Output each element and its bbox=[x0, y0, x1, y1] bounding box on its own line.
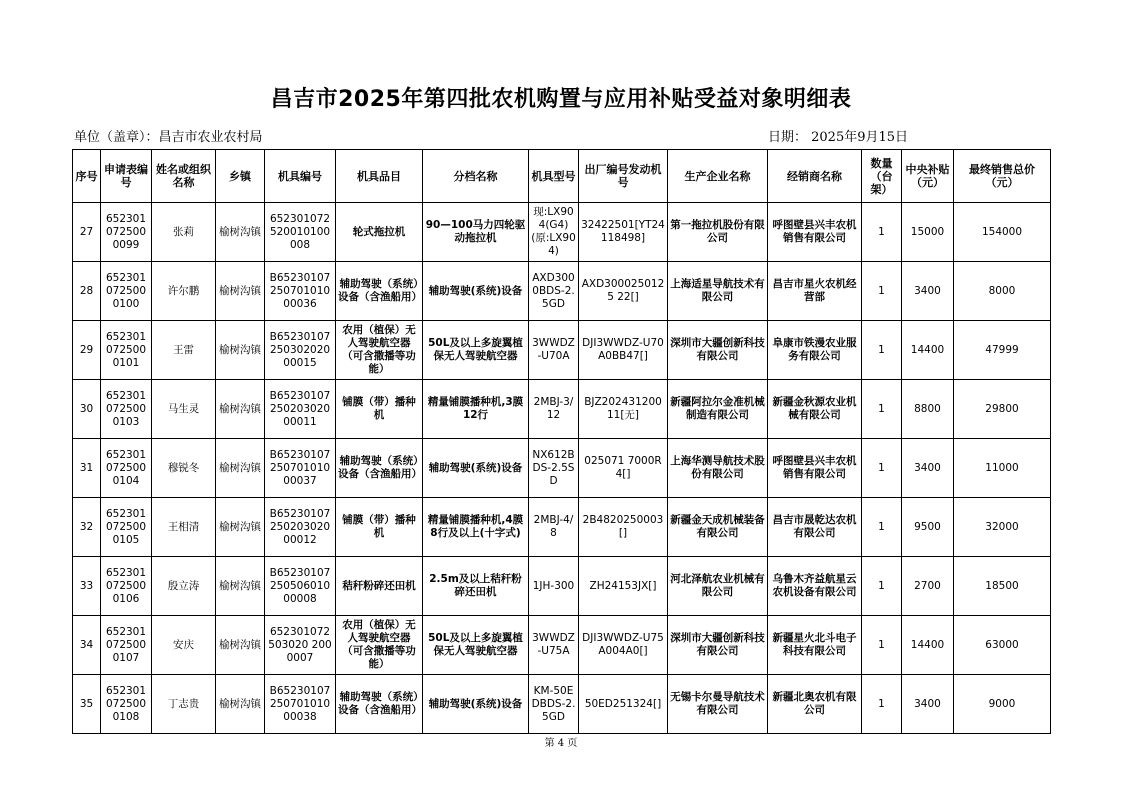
table-row bbox=[73, 380, 1051, 439]
table-cell: BJZ20243120011[无] bbox=[579, 380, 668, 439]
table-cell: 呼图壁县兴丰农机销售有限公司 bbox=[768, 203, 862, 262]
table-cell: 50ED251324[] bbox=[579, 675, 668, 734]
table-cell: 辅助驾驶(系统)设备 bbox=[423, 439, 529, 498]
table-cell: 6523010725000100 bbox=[101, 262, 152, 321]
table-cell: 32000 bbox=[954, 498, 1051, 557]
table-cell: 15000 bbox=[902, 203, 954, 262]
table-cell: 6523010725000103 bbox=[101, 380, 152, 439]
table-cell: 1 bbox=[862, 203, 902, 262]
table-cell: 马生灵 bbox=[152, 380, 216, 439]
table-cell: 王相清 bbox=[152, 498, 216, 557]
table-cell: 1 bbox=[862, 675, 902, 734]
table-cell: 新疆金秋源农业机械有限公司 bbox=[768, 380, 862, 439]
table-cell: 乌鲁木齐益航星云农机设备有限公司 bbox=[768, 557, 862, 616]
table-cell: 025071 7000R4[] bbox=[579, 439, 668, 498]
table-cell: 3400 bbox=[902, 675, 954, 734]
table-cell: 精量铺膜播种机,3膜12行 bbox=[423, 380, 529, 439]
page-number: 第 4 页 bbox=[544, 738, 578, 749]
table-cell: 28 bbox=[73, 262, 101, 321]
table-cell: 8800 bbox=[902, 380, 954, 439]
table-cell: B6523010725070101000038 bbox=[265, 675, 336, 734]
table-cell: 榆树沟镇 bbox=[216, 321, 265, 380]
table-cell: 穆锐冬 bbox=[152, 439, 216, 498]
header-cell: 数量（台架） bbox=[862, 150, 902, 203]
table-cell: 47999 bbox=[954, 321, 1051, 380]
table-cell: 安庆 bbox=[152, 616, 216, 675]
table-cell: 1 bbox=[862, 439, 902, 498]
table-cell: 第一拖拉机股份有限公司 bbox=[668, 203, 768, 262]
table-cell: 张莉 bbox=[152, 203, 216, 262]
table-cell: 深圳市大疆创新科技有限公司 bbox=[668, 321, 768, 380]
table-cell: 上海华测导航技术股份有限公司 bbox=[668, 439, 768, 498]
table-cell: 6523010725000099 bbox=[101, 203, 152, 262]
table-cell: 33 bbox=[73, 557, 101, 616]
table-cell: 王雷 bbox=[152, 321, 216, 380]
table-cell: 1 bbox=[862, 616, 902, 675]
table-cell: 榆树沟镇 bbox=[216, 557, 265, 616]
table-cell: ZH24153JX[] bbox=[579, 557, 668, 616]
table-cell: 154000 bbox=[954, 203, 1051, 262]
table-cell: NX612BDS-2.5SD bbox=[529, 439, 579, 498]
table-cell: 河北泽航农业机械有限公司 bbox=[668, 557, 768, 616]
header-cell: 机具品目 bbox=[336, 150, 423, 203]
header-cell: 姓名或组织名称 bbox=[152, 150, 216, 203]
header-cell: 经销商名称 bbox=[768, 150, 862, 203]
table-row bbox=[73, 439, 1051, 498]
header-cell: 申请表编号 bbox=[101, 150, 152, 203]
table-cell: 3400 bbox=[902, 262, 954, 321]
table-cell: B6523010725020302000011 bbox=[265, 380, 336, 439]
table-cell: 榆树沟镇 bbox=[216, 380, 265, 439]
table-row bbox=[73, 498, 1051, 557]
table-cell: 652301072520010100008 bbox=[265, 203, 336, 262]
table-cell: 35 bbox=[73, 675, 101, 734]
header-cell: 最终销售总价（元） bbox=[954, 150, 1051, 203]
table-cell: 18500 bbox=[954, 557, 1051, 616]
table-cell: 8000 bbox=[954, 262, 1051, 321]
table-cell: 深圳市大疆创新科技有限公司 bbox=[668, 616, 768, 675]
table-cell: 农用（植保）无人驾驶航空器（可含撒播等功能） bbox=[336, 616, 423, 675]
table-cell: 精量铺膜播种机,4膜8行及以上(十字式) bbox=[423, 498, 529, 557]
table-row bbox=[73, 262, 1051, 321]
table-cell: 许尔鹏 bbox=[152, 262, 216, 321]
table-cell: 新疆北奥农机有限公司 bbox=[768, 675, 862, 734]
table-cell: 无锡卡尔曼导航技术有限公司 bbox=[668, 675, 768, 734]
table-body bbox=[73, 203, 1051, 734]
table-cell: 新疆阿拉尔金准机械制造有限公司 bbox=[668, 380, 768, 439]
table-cell: 2B4820250003[] bbox=[579, 498, 668, 557]
table-cell: 辅助驾驶(系统)设备 bbox=[423, 675, 529, 734]
table-cell: KM-50EDBDS-2.5GD bbox=[529, 675, 579, 734]
table-cell: 殷立涛 bbox=[152, 557, 216, 616]
table-cell: 6523010725000107 bbox=[101, 616, 152, 675]
table-cell: 50L及以上多旋翼植保无人驾驶航空器 bbox=[423, 616, 529, 675]
table-cell: 1 bbox=[862, 262, 902, 321]
table-cell: 1 bbox=[862, 557, 902, 616]
table-cell: 31 bbox=[73, 439, 101, 498]
table-cell: 9500 bbox=[902, 498, 954, 557]
table-cell: 90—100马力四轮驱动拖拉机 bbox=[423, 203, 529, 262]
table-cell: 昌吉市晟乾达农机有限公司 bbox=[768, 498, 862, 557]
table-cell: 9000 bbox=[954, 675, 1051, 734]
table-cell: 1 bbox=[862, 380, 902, 439]
table-cell: 现:LX904(G4)(原:LX904) bbox=[529, 203, 579, 262]
table-cell: 上海适星导航技术有限公司 bbox=[668, 262, 768, 321]
table-cell: 32422501[YT24118498] bbox=[579, 203, 668, 262]
table-cell: B6523010725070101000036 bbox=[265, 262, 336, 321]
document-title: 昌吉市2025年第四批农机购置与应用补贴受益对象明细表 bbox=[270, 87, 852, 112]
table-cell: B6523010725020302000012 bbox=[265, 498, 336, 557]
table-cell: 呼图壁县兴丰农机销售有限公司 bbox=[768, 439, 862, 498]
table-cell: AXD3000250125 22[] bbox=[579, 262, 668, 321]
table-cell: B6523010725070101000037 bbox=[265, 439, 336, 498]
table-cell: 1JH-300 bbox=[529, 557, 579, 616]
table-cell: 30 bbox=[73, 380, 101, 439]
table-cell: DJI3WWDZ-U75A004A0[] bbox=[579, 616, 668, 675]
table-cell: 6523010725000106 bbox=[101, 557, 152, 616]
header-cell: 乡镇 bbox=[216, 150, 265, 203]
table-cell: 新疆星火北斗电子科技有限公司 bbox=[768, 616, 862, 675]
table-cell: 3400 bbox=[902, 439, 954, 498]
table-cell: 2MBJ-3/12 bbox=[529, 380, 579, 439]
header-cell: 出厂编号发动机号 bbox=[579, 150, 668, 203]
table-cell: 6523010725000108 bbox=[101, 675, 152, 734]
date-label: 日期： 2025年9月15日 bbox=[768, 130, 909, 145]
table-header bbox=[73, 150, 1051, 203]
table-cell: 2MBJ-4/8 bbox=[529, 498, 579, 557]
header-cell: 机具编号 bbox=[265, 150, 336, 203]
table-cell: 榆树沟镇 bbox=[216, 616, 265, 675]
header-cell: 分档名称 bbox=[423, 150, 529, 203]
table-cell: 50L及以上多旋翼植保无人驾驶航空器 bbox=[423, 321, 529, 380]
table-row bbox=[73, 321, 1051, 380]
table-cell: 32 bbox=[73, 498, 101, 557]
table-row bbox=[73, 557, 1051, 616]
table-cell: 34 bbox=[73, 616, 101, 675]
table-cell: 1 bbox=[862, 321, 902, 380]
header-cell: 中央补贴（元） bbox=[902, 150, 954, 203]
header-cell: 序号 bbox=[73, 150, 101, 203]
table-cell: 29 bbox=[73, 321, 101, 380]
header-cell: 生产企业名称 bbox=[668, 150, 768, 203]
table-cell: 秸秆粉碎还田机 bbox=[336, 557, 423, 616]
table-cell: 2700 bbox=[902, 557, 954, 616]
subsidy-table bbox=[72, 149, 1051, 734]
table-cell: 农用（植保）无人驾驶航空器（可含撒播等功能） bbox=[336, 321, 423, 380]
table-cell: 14400 bbox=[902, 321, 954, 380]
table-cell: 辅助驾驶(系统)设备 bbox=[423, 262, 529, 321]
table-cell: 辅助驾驶（系统）设备（含渔船用） bbox=[336, 262, 423, 321]
table-cell: 丁志贵 bbox=[152, 675, 216, 734]
table-cell: 63000 bbox=[954, 616, 1051, 675]
table-cell: 辅助驾驶（系统）设备（含渔船用） bbox=[336, 439, 423, 498]
table-cell: 新疆金天成机械装备有限公司 bbox=[668, 498, 768, 557]
table-cell: 3WWDZ-U75A bbox=[529, 616, 579, 675]
table-cell: B6523010725030202000015 bbox=[265, 321, 336, 380]
table-cell: AXD3000BDS-2.5GD bbox=[529, 262, 579, 321]
table-row bbox=[73, 203, 1051, 262]
table-cell: 29800 bbox=[954, 380, 1051, 439]
table-row bbox=[73, 616, 1051, 675]
table-cell: 昌吉市星火农机经营部 bbox=[768, 262, 862, 321]
header-cell: 机具型号 bbox=[529, 150, 579, 203]
table-cell: 榆树沟镇 bbox=[216, 203, 265, 262]
table-cell: 11000 bbox=[954, 439, 1051, 498]
table-cell: DJI3WWDZ-U70A0BB47[] bbox=[579, 321, 668, 380]
table-cell: 轮式拖拉机 bbox=[336, 203, 423, 262]
table-cell: 辅助驾驶（系统）设备（含渔船用） bbox=[336, 675, 423, 734]
table-cell: 6523010725000105 bbox=[101, 498, 152, 557]
table-cell: 652301072503020 2000007 bbox=[265, 616, 336, 675]
table-row bbox=[73, 675, 1051, 734]
unit-label: 单位（盖章）：昌吉市农业农村局 bbox=[74, 130, 263, 145]
table-cell: 6523010725000101 bbox=[101, 321, 152, 380]
table-cell: 榆树沟镇 bbox=[216, 262, 265, 321]
table-cell: 阜康市铁漫农业服务有限公司 bbox=[768, 321, 862, 380]
table-cell: B6523010725050601000008 bbox=[265, 557, 336, 616]
table-cell: 1 bbox=[862, 498, 902, 557]
table-cell: 27 bbox=[73, 203, 101, 262]
table-cell: 6523010725000104 bbox=[101, 439, 152, 498]
table-cell: 3WWDZ-U70A bbox=[529, 321, 579, 380]
table-cell: 榆树沟镇 bbox=[216, 439, 265, 498]
table-cell: 2.5m及以上秸秆粉碎还田机 bbox=[423, 557, 529, 616]
table-cell: 14400 bbox=[902, 616, 954, 675]
table-cell: 铺膜（带）播种机 bbox=[336, 498, 423, 557]
table-cell: 铺膜（带）播种机 bbox=[336, 380, 423, 439]
table-cell: 榆树沟镇 bbox=[216, 498, 265, 557]
table-cell: 榆树沟镇 bbox=[216, 675, 265, 734]
